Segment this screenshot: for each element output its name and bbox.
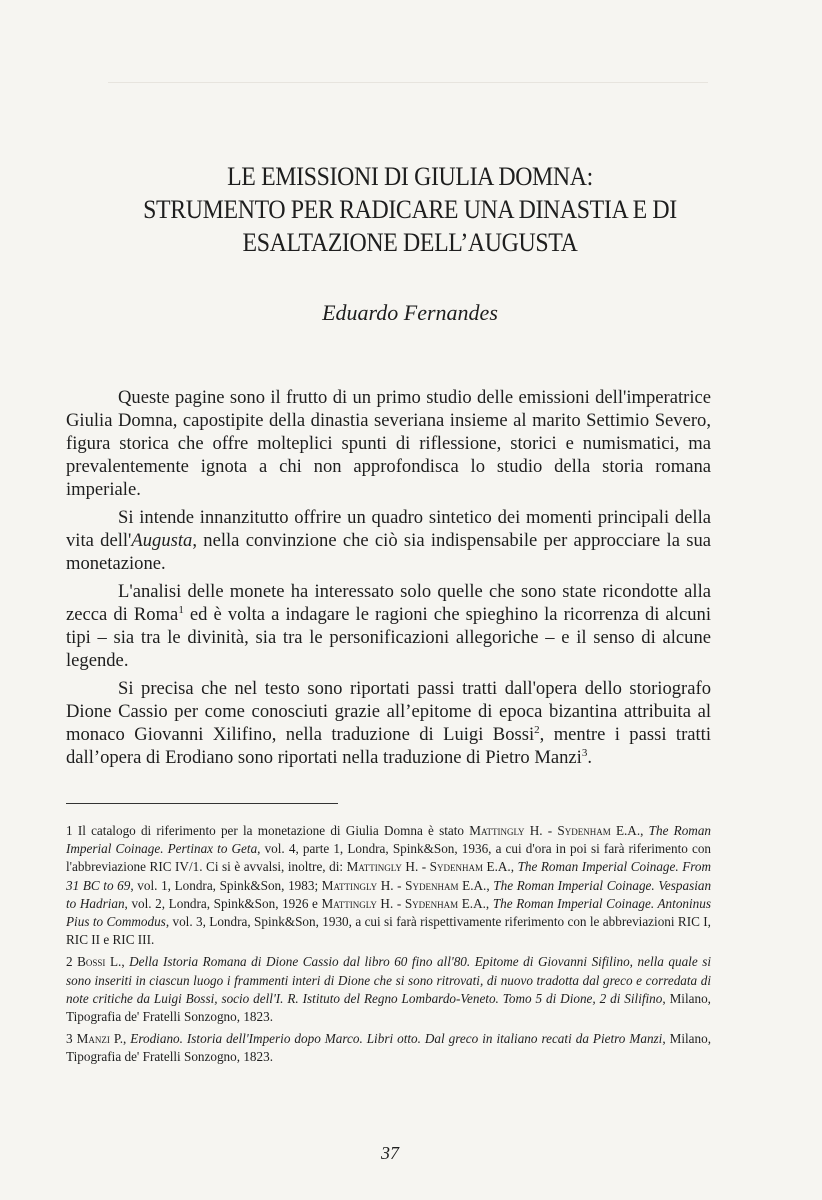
- text-span: , mentre i passi tratti dall’opera di Erodiano sono riportati nella traduzione di Pietro Manzi: [66, 724, 712, 768]
- paragraph-2: [66, 506, 711, 575]
- body-text: [66, 386, 711, 774]
- footnote-number: 1: [66, 823, 73, 838]
- paragraph-1: Queste pagine sono il frutto di un primo studio delle emissioni dell'imperatrice Giulia Domna, capostipite della dinastia severiana insieme al marito Settimio Severo, figura storica che offre molteplici spunti di riflessione, storici e numismatici, ma prevalentemente ignota a chi non approfondisca lo studio della storia romana imperiale.: [66, 387, 711, 500]
- text-span: E.A.,: [462, 877, 490, 893]
- text-span: , vol. 4, parte 1, Londra, Spink&Son, 1936, a cui d'ora in poi si farà riferimento con l'abbreviazione RIC IV/1. Ci si è avvalsi, inoltre, di:: [66, 841, 712, 875]
- footnotes: [66, 822, 711, 1071]
- page-number: 37: [381, 1143, 399, 1163]
- footnote-ref-2[interactable]: 2: [534, 723, 540, 736]
- author-smallcaps: Bossi: [77, 954, 106, 970]
- work-title: The Roman Imperial Coinage. From 31 BC to 69: [66, 859, 712, 893]
- italic-term: Augusta: [131, 530, 193, 551]
- text-span: , vol. 1, Londra, Spink&Son, 1983;: [130, 877, 319, 893]
- text-span: E.A.,: [486, 859, 515, 875]
- text-span: , nella convinzione che ciò sia indispensabile per approcciare la sua monetazione.: [66, 530, 712, 574]
- work-title: The Roman Imperial Coinage. Vespasian to Hadrian: [66, 877, 712, 911]
- footnote-1: [66, 822, 711, 949]
- paragraph-4: [66, 677, 711, 769]
- footnote-3: [66, 1030, 711, 1066]
- author-smallcaps: Mattingly H. - Sydenham: [346, 859, 484, 875]
- author-name: Eduardo Fernandes: [322, 300, 498, 325]
- text-span: .: [587, 747, 592, 768]
- article-title: [95, 160, 725, 259]
- text-span: L'analisi delle monete ha interessato solo quelle che sono state ricondotte alla zecca di Roma: [66, 581, 711, 625]
- work-title: The Roman Imperial Coinage. Pertinax to Geta: [66, 823, 712, 857]
- text-span: , Milano, Tipografia de' Fratelli Sonzogno, 1823.: [66, 990, 711, 1025]
- footnote-number: 3: [66, 1031, 73, 1047]
- text-span: Si intende innanzitutto offrire un quadro sintetico dei momenti principali della vita dell': [66, 507, 711, 551]
- text-span: , Milano, Tipografia de' Fratelli Sonzogno, 1823.: [66, 1031, 712, 1065]
- text-span: Si precisa che nel testo sono riportati passi tratti dall'opera dello storiografo Dione Cassio per come conosciuti grazie all’epitome di epoca bizantina attribuita al monaco Giovanni Xilifino, nella traduzione di Luigi Bossi: [66, 678, 711, 745]
- text-span: E.A.,: [461, 895, 490, 911]
- show-through-header: [108, 82, 708, 93]
- text-span: ed è volta a indagare le ragioni che spieghino la ricorrenza di alcuni tipi – sia tra le divinità, sia tra le personificazioni allegoriche – e il senso di alcune legende.: [66, 604, 711, 671]
- author-smallcaps: Mattingly H. - Sydenham: [469, 823, 611, 838]
- footnote-ref-3[interactable]: 3: [581, 746, 588, 759]
- title-line-1: LE EMISSIONI DI GIULIA DOMNA:: [227, 161, 593, 191]
- work-title: The Roman Imperial Coinage. Antoninus Pius to Commodus: [66, 895, 711, 930]
- text-span: , vol. 2, Londra, Spink&Son, 1926 e: [124, 895, 318, 911]
- footnote-divider: [66, 803, 338, 804]
- author-smallcaps: Manzi: [76, 1031, 110, 1047]
- work-title: Erodiano. Istoria dell'Imperio dopo Marco. Libri otto. Dal greco in italiano recati da Pietro Manzi: [130, 1031, 663, 1047]
- text-span: P.,: [113, 1031, 127, 1047]
- title-line-2: STRUMENTO PER RADICARE UNA DINASTIA E DI: [143, 194, 677, 224]
- text-span: , vol. 3, Londra, Spink&Son, 1930, a cui si farà rispettivamente riferimento con le abbreviazioni RIC I, RIC II e RIC III.: [66, 914, 711, 948]
- text-span: L.,: [109, 954, 125, 970]
- footnote-number: 2: [66, 954, 73, 970]
- work-title: Della Istoria Romana di Dione Cassio dal libro 60 fino all'80. Epitome di Giovanni Sifilino, nella quale si sono inseriti in ciascun luogo i frammenti interi di Dione che si sono ritrovati, di nuovo tradotta dal greco e corredata di note critiche da Luigi Bossi, socio dell'I. R. Istituto del Regno Lombardo-Veneto. Tomo 5 di Dione, 2 di Silifino: [66, 954, 712, 1006]
- text-span: E.A.,: [615, 823, 644, 838]
- author-smallcaps: Mattingly H. - Sydenham: [321, 877, 459, 893]
- footnote-ref-1[interactable]: 1: [178, 603, 184, 616]
- footnote-2: [66, 953, 711, 1026]
- author-smallcaps: Mattingly H. - Sydenham: [321, 895, 459, 911]
- title-line-3: ESALTAZIONE DELL’AUGUSTA: [242, 227, 578, 257]
- text-span: Il catalogo di riferimento per la monetazione di Giulia Domna è stato: [77, 823, 464, 838]
- paragraph-3: [66, 580, 711, 672]
